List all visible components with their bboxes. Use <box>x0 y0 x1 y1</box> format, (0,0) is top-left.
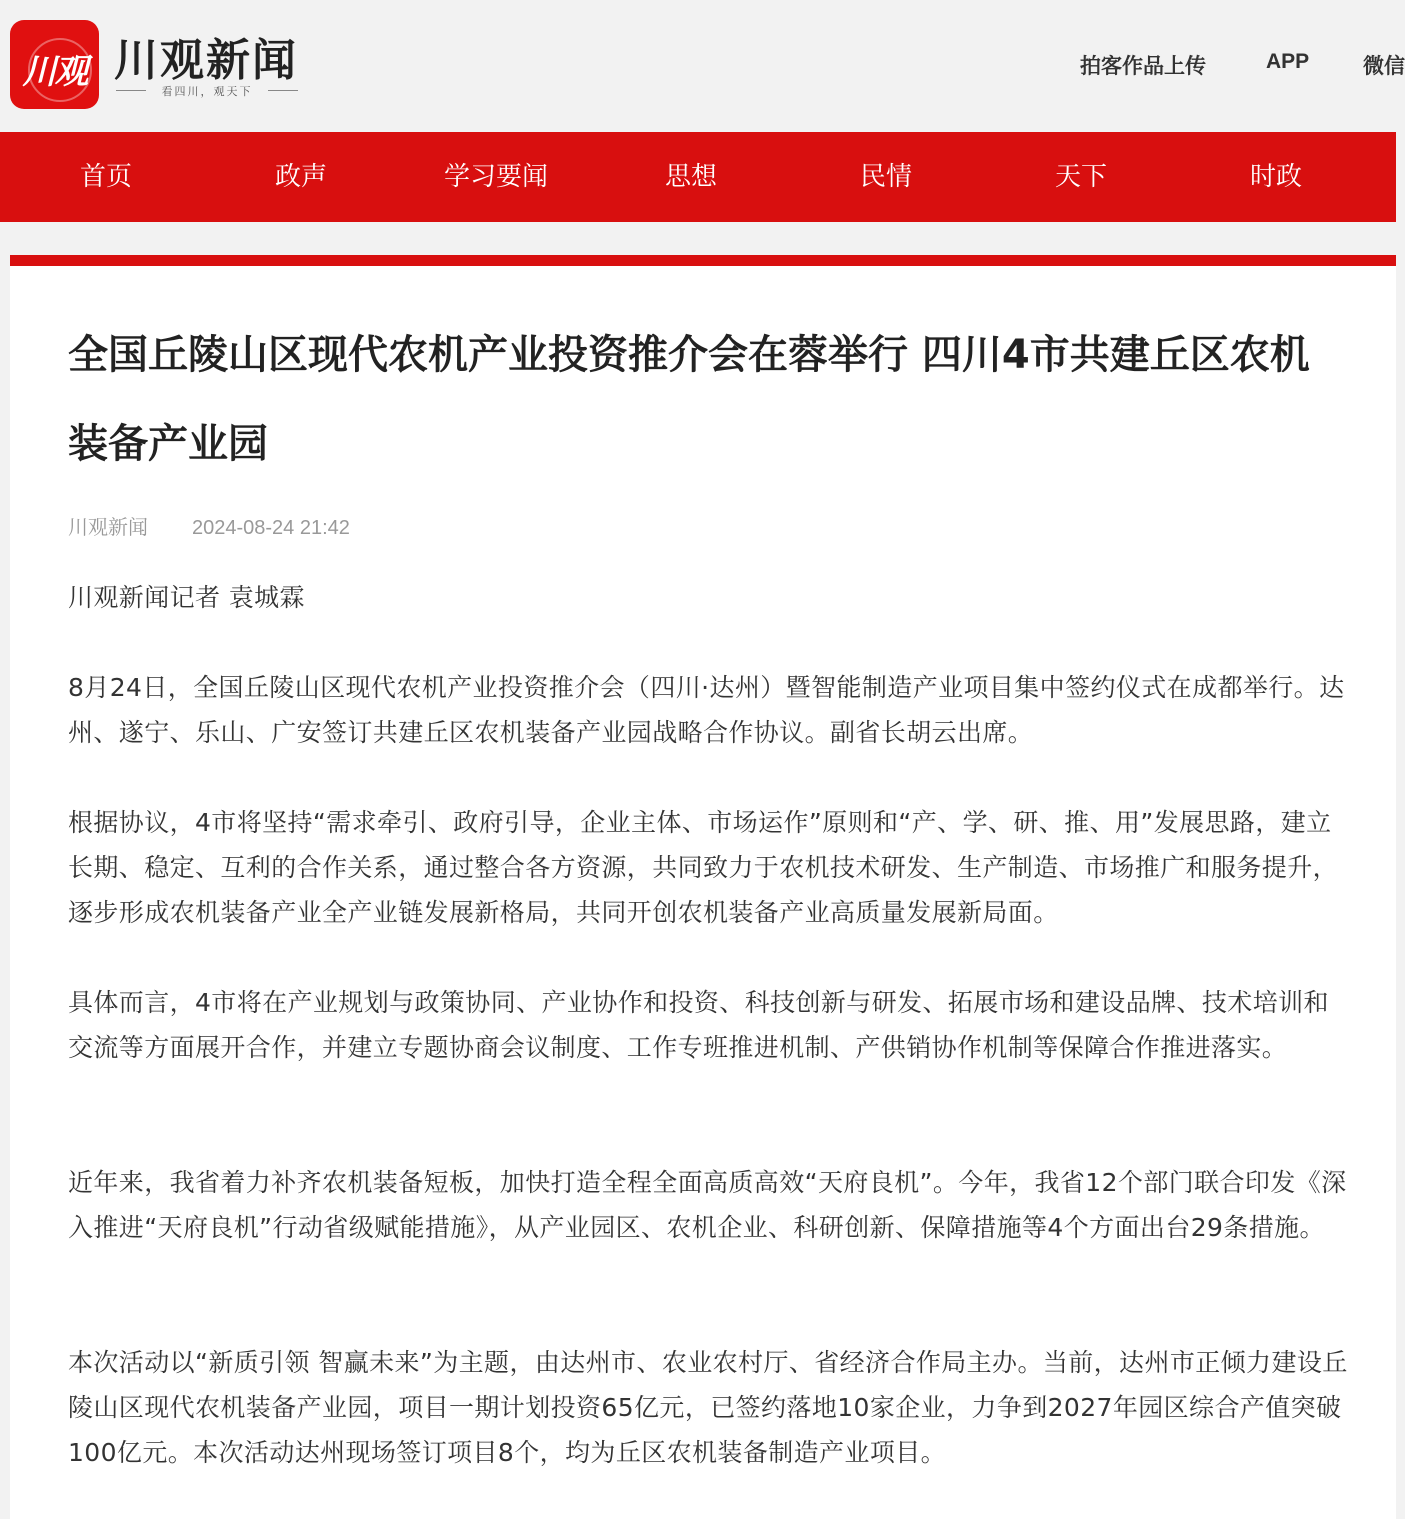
nav-item-current-affairs[interactable]: 时政 <box>1249 162 1302 192</box>
article-title: 全国丘陵山区现代农机产业投资推介会在蓉举行 四川4市共建丘区农机装备产业园 <box>68 332 1310 467</box>
nav-item-study-news[interactable]: 学习要闻 <box>443 162 548 192</box>
app-link[interactable]: APP <box>1266 50 1310 73</box>
nav-item-world[interactable]: 天下 <box>1054 162 1107 192</box>
article-card <box>10 255 1396 1519</box>
nav-item-home[interactable]: 首页 <box>79 162 132 192</box>
article-source[interactable]: 川观新闻 <box>68 517 148 539</box>
article-paragraph: 近年来，我省着力补齐农机装备短板，加快打造全程全面高质高效“天府良机”。今年，我省12个部门联合印发《深入推进“天府良机”行动省级赋能措施》，从产业园区、农机企业、科研创新、保障措施等4个方面出台29条措施。 <box>68 1168 1347 1242</box>
nav-item-zhengsheng[interactable]: 政声 <box>274 162 327 192</box>
slogan-divider-left <box>116 90 146 91</box>
article-byline: 川观新闻记者 袁城霖 <box>68 583 305 612</box>
article-meta <box>68 511 350 540</box>
article-paragraph: 8月24日，全国丘陵山区现代农机产业投资推介会（四川·达州）暨智能制造产业项目集中签约仪式在成都举行。达州、遂宁、乐山、广安签订共建丘区农机装备产业园战略合作协议。副省长胡云出席。 <box>68 673 1345 747</box>
logo-slogan-text: 看四川，观天下 <box>161 85 253 98</box>
nav-item-public-opinion[interactable]: 民情 <box>859 162 912 192</box>
main-nav <box>0 132 1396 222</box>
logo-badge[interactable] <box>10 20 99 109</box>
article-paragraph: 本次活动以“新质引领 智赢未来”为主题，由达州市、农业农村厅、省经济合作局主办。当前，达州市正倾力建设丘陵山区现代农机装备产业园，项目一期计划投资65亿元，已签约落地10家企业，力争到2027年园区综合产值突破100亿元。本次活动达州现场签订项目8个，均为丘区农机装备制造产业项目。 <box>68 1348 1348 1467</box>
wechat-link[interactable]: 微信 <box>1363 55 1405 78</box>
logo-name[interactable]: 川观新闻 <box>114 35 298 86</box>
upload-photo-link[interactable]: 拍客作品上传 <box>1080 55 1206 78</box>
site-header <box>0 0 1405 132</box>
slogan-divider-right <box>268 90 298 91</box>
article-datetime: 2024-08-24 21:42 <box>192 517 350 539</box>
nav-item-thought[interactable]: 思想 <box>664 162 717 192</box>
logo-badge-text: 川观 <box>22 52 87 92</box>
article-paragraph: 具体而言，4市将在产业规划与政策协同、产业协作和投资、科技创新与研发、拓展市场和建设品牌、技术培训和交流等方面展开合作，并建立专题协商会议制度、工作专班推进机制、产供销协作机制等保障合作推进落实。 <box>68 988 1329 1062</box>
article-paragraph: 根据协议，4市将坚持“需求牵引、政府引导，企业主体、市场运作”原则和“产、学、研、推、用”发展思路，建立长期、稳定、互利的合作关系，通过整合各方资源，共同致力于农机技术研发、生产制造、市场推广和服务提升，逐步形成农机装备产业全产业链发展新格局，共同开创农机装备产业高质量发展新局面。 <box>68 808 1339 927</box>
logo-slogan <box>116 83 298 97</box>
